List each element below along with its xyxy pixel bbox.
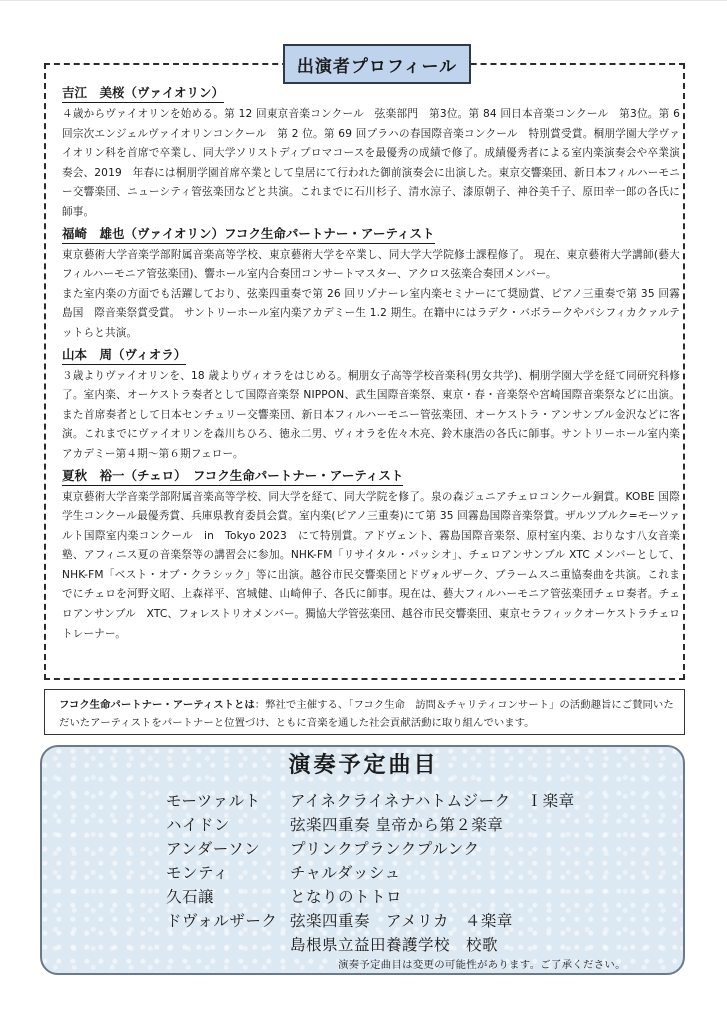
artist-profile — [62, 82, 680, 223]
artist-bio — [62, 246, 680, 344]
piece-title: 弦楽四重奏 皇帝から第２楽章 — [290, 816, 504, 834]
artist-name: 吉江 美桜（ヴァイオリン） — [62, 84, 224, 103]
program-item — [166, 837, 575, 861]
artist-profile — [62, 465, 680, 645]
artist-name: 夏秋 裕一（チェロ） フコク生命パートナー・アーティスト — [62, 467, 403, 486]
program-list — [166, 789, 575, 957]
bio-paragraph: 東京藝術大学音楽学部附属音楽高等学校、同大学を経て、同大学院を修了。泉の森ジュニアチェロコンクール銅賞。KOBE 国際学生コンクール最優秀賞、兵庫県教育委員会賞。室内楽(ピアノ三重奏)にて第 35 回霧島国際音楽祭賞。ザルツブルク=モーツァルト国際室内楽コンクール in Tokyo 2023 にて特別賞。アドヴェント、霧島国際音楽祭、原村室内楽、おりなす八女音楽塾、アフィニス夏の音楽祭等の講習会に参加。NHK-FM「リサイタル・パッシオ」、チェロアンサンブル XTC メンバーとして、NHK-FM「ベスト・オブ・クラシック」等に出演。越谷市民交響楽団とドヴォルザーク、ブラームスニ重協奏曲を共演。これまでにチェロを河野文昭、上森祥平、宮城健、山崎伸子、各氏に師事。現在は、藝大フィルハーモニア管弦楽団チェロ奏者。チェロアンサンブル XTC、フォレストリオメンバー。獨協大学管弦楽団、越谷市民交響楽団、東京セラフィックオーケストラチェロトレーナー。 — [62, 490, 680, 640]
partner-note-term: フコク生命パートナー・アーティストとは — [59, 699, 255, 711]
bio-paragraph: ３歳よりヴァイオリンを、18 歳よりヴィオラをはじめる。桐朋女子高等学校音楽科(男女共学)、桐朋学園大学を経て同研究科修了。室内楽、オーケストラ奏者として国際音楽祭 NIPPON、武生国際音楽祭、東京・春・音楽祭や宮崎国際音楽祭などに出演。また首席奏者として日本センチュリー交響楽団、新日本フィルハーモニー管弦楽団、オーケストラ・アンサンブル金沢などに客演。これまでにヴァイオリンを森川ちひろ、徳永二男、ヴィオラを佐々木亮、鈴木康浩の各氏に師事。サントリーホール室内楽アカデミー第４期～第６期フェロー。 — [62, 369, 680, 460]
artist-bio — [62, 105, 680, 223]
program-item — [166, 933, 575, 957]
piece-title: チャルダッシュ — [290, 864, 401, 882]
profile-list — [62, 82, 680, 644]
piece-title: 弦楽四重奏 アメリカ ４楽章 — [290, 912, 513, 930]
program-item — [166, 789, 575, 813]
composer-name: モーツァルト — [166, 792, 261, 810]
program-item — [166, 885, 575, 909]
composer-name: ドヴォルザーク — [166, 912, 278, 930]
piece-title: 島根県立益田養護学校 校歌 — [290, 936, 499, 954]
artist-profile — [62, 344, 680, 465]
piece-title: プリンクプランクプルンク — [290, 840, 480, 858]
bio-paragraph: また室内楽の方面でも活躍しており、弦楽四重奏で第 26 回リゾナーレ室内楽セミナーにて奨励賞、ピアノ三重奏で第 35 回霧島国 際音楽祭賞受賞。 サントリーホール室内楽アカデミー生 1.2 期生。在籍中にはラデク・バボラークやパシフィカクァルテットらと共演。 — [62, 287, 680, 339]
artist-bio — [62, 488, 680, 645]
program-change-note: 演奏予定曲目は変更の可能性があります。ご了承ください。 — [338, 959, 626, 971]
piece-title: アイネクライネナハトムジーク Ｉ楽章 — [290, 792, 575, 810]
artist-bio — [62, 367, 680, 465]
partner-artist-note — [44, 689, 685, 735]
piece-title: となりのトトロ — [290, 888, 403, 906]
composer-name: アンダーソン — [166, 840, 261, 858]
artist-name: 山本 周（ヴィオラ） — [62, 346, 186, 365]
program-item — [166, 813, 575, 837]
artist-name: 福崎 雄也（ヴァイオリン）フコク生命パートナー・アーティスト — [62, 225, 435, 244]
profile-section-title: 出演者プロフィール — [283, 44, 471, 84]
composer-name: ハイドン — [166, 816, 231, 834]
partner-note-text: ：弊社で主催する、「フコク生命 訪問＆チャリティコンサート」の活動趣旨にご賛同いただいたアーティストをパートナーと位置づけ、ともに音楽を通した社会貢献活動に取り組んでいます。 — [59, 699, 674, 729]
composer-name: 久石譲 — [166, 888, 215, 906]
bio-paragraph: 東京藝術大学音楽学部附属音楽高等学校、東京藝術大学を卒業し、同大学大学院修士課程修了。 現在、東京藝術大学講師(藝大フィルハーモニア管弦楽団)、響ホール室内合奏団コンサートマスター、アクロス弦楽合奏団メンバー。 — [62, 248, 680, 281]
composer-name: モンティ — [166, 864, 229, 882]
artist-profile — [62, 223, 680, 344]
program-title: 演奏予定曲目 — [288, 753, 439, 778]
bio-paragraph: ４歳からヴァイオリンを始める。第 12 回東京音楽コンクール 弦楽部門 第3位。第 84 回日本音楽コンクール 第3位。第 6 回宗次エンジェルヴァイオリンコンクール 第 2 位。第 69 回プラハの春国際音楽コンクール 特別賞受賞。桐朋学園大学ヴァイオリン科を首席で卒業し、同大学ソリストディプロマコースを最優秀の成績で修了。成績優秀者による室内楽演奏会や卒業演奏会、2019 年春には桐朋学園首席卒業として皇居にて行われた御前演奏会に出演した。東京交響楽団、新日本フィルハーモニー交響楽団、ニューシティ管弦楽団などと共演。これまでに石川杉子、清水涼子、漆原朝子、神谷美千子、原田幸一郎の各氏に師事。 — [62, 108, 680, 218]
program-item — [166, 861, 575, 885]
program-item — [166, 909, 575, 933]
